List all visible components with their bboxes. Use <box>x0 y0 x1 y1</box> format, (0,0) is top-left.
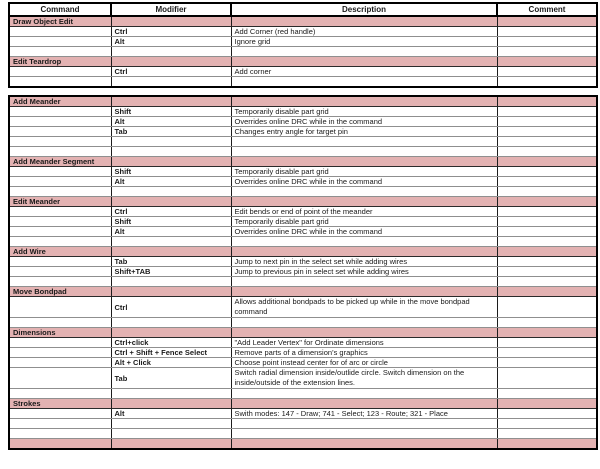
comment-cell <box>497 247 597 257</box>
table-row <box>9 348 597 358</box>
comment-cell <box>497 368 597 389</box>
modifier-cell <box>111 247 231 257</box>
modifier-cell: Alt <box>111 177 231 187</box>
empty-row <box>9 237 597 247</box>
description-cell <box>231 399 497 409</box>
command-cell <box>9 389 111 399</box>
comment-cell <box>497 429 597 439</box>
modifier-cell <box>111 187 231 197</box>
comment-cell <box>497 137 597 147</box>
table-row <box>9 227 597 237</box>
modifier-cell: Tab <box>111 257 231 267</box>
description-cell: Overrides online DRC while in the command <box>231 117 497 127</box>
comment-cell <box>497 318 597 328</box>
comment-cell <box>497 389 597 399</box>
modifier-cell: Alt <box>111 227 231 237</box>
comment-cell <box>497 177 597 187</box>
comment-cell <box>497 127 597 137</box>
command-cell <box>9 137 111 147</box>
comment-cell <box>497 297 597 318</box>
comment-cell <box>497 439 597 450</box>
modifier-cell: Shift <box>111 167 231 177</box>
empty-row <box>9 429 597 439</box>
command-cell: Add Meander <box>9 96 111 107</box>
description-cell <box>231 157 497 167</box>
modifier-cell <box>111 197 231 207</box>
description-cell <box>231 197 497 207</box>
modifier-cell: Alt <box>111 117 231 127</box>
command-cell <box>9 67 111 77</box>
command-cell <box>9 27 111 37</box>
modifier-cell <box>111 318 231 328</box>
description-cell: Swith modes: 147 - Draw; 741 - Select; 123 - Route; 321 - Place <box>231 409 497 419</box>
description-cell <box>231 147 497 157</box>
comment-cell <box>497 217 597 227</box>
section-row <box>9 197 597 207</box>
modifier-cell <box>111 389 231 399</box>
description-cell: Allows additional bondpads to be picked up while in the move bondpad command <box>231 297 497 318</box>
modifier-cell <box>111 439 231 450</box>
comment-cell <box>497 96 597 107</box>
table-row <box>9 267 597 277</box>
section-row <box>9 96 597 107</box>
command-cell <box>9 409 111 419</box>
comment-cell <box>497 267 597 277</box>
comment-cell <box>497 358 597 368</box>
empty-row <box>9 277 597 287</box>
modifier-cell: Tab <box>111 127 231 137</box>
command-cell <box>9 37 111 47</box>
description-cell <box>231 439 497 450</box>
comment-cell <box>497 257 597 267</box>
command-cell <box>9 419 111 429</box>
comment-cell <box>497 328 597 338</box>
command-cell <box>9 147 111 157</box>
description-cell <box>231 77 497 88</box>
description-cell: Choose point instead center for of arc or circle <box>231 358 497 368</box>
description-cell <box>231 318 497 328</box>
section-row <box>9 287 597 297</box>
modifier-cell: Ctrl <box>111 297 231 318</box>
empty-row <box>9 389 597 399</box>
command-cell: Draw Object Edit <box>9 16 111 27</box>
description-cell: Jump to next pin in the select set while adding wires <box>231 257 497 267</box>
command-cell <box>9 297 111 318</box>
empty-row <box>9 419 597 429</box>
table-row <box>9 167 597 177</box>
command-cell <box>9 267 111 277</box>
empty-row <box>9 147 597 157</box>
command-cell <box>9 227 111 237</box>
modifier-cell <box>111 429 231 439</box>
section-row <box>9 439 597 450</box>
empty-row <box>9 137 597 147</box>
table-row <box>9 177 597 187</box>
command-cell <box>9 318 111 328</box>
table-row <box>9 107 597 117</box>
description-cell: Remove parts of a dimension’s graphics <box>231 348 497 358</box>
comment-cell <box>497 348 597 358</box>
modifier-cell <box>111 419 231 429</box>
description-cell <box>231 16 497 27</box>
comment-cell <box>497 77 597 88</box>
command-cell <box>9 187 111 197</box>
comment-cell <box>497 37 597 47</box>
table-row <box>9 257 597 267</box>
command-cell <box>9 277 111 287</box>
comment-cell <box>497 157 597 167</box>
shortcut-table-top <box>8 2 598 88</box>
description-cell: Changes entry angle for target pin <box>231 127 497 137</box>
description-cell <box>231 287 497 297</box>
modifier-cell <box>111 399 231 409</box>
modifier-cell <box>111 237 231 247</box>
section-row <box>9 328 597 338</box>
description-cell: Temporarily disable part grid <box>231 217 497 227</box>
comment-cell <box>497 277 597 287</box>
command-cell <box>9 107 111 117</box>
table-row <box>9 37 597 47</box>
comment-cell <box>497 147 597 157</box>
description-cell <box>231 237 497 247</box>
modifier-cell: Tab <box>111 368 231 389</box>
description-cell: Add Corner (red handle) <box>231 27 497 37</box>
description-cell: Overrides online DRC while in the command <box>231 227 497 237</box>
description-cell <box>231 137 497 147</box>
command-cell <box>9 217 111 227</box>
comment-cell <box>497 227 597 237</box>
modifier-cell: Shift <box>111 217 231 227</box>
command-cell: Add Meander Segment <box>9 157 111 167</box>
table-row <box>9 217 597 227</box>
comment-cell <box>497 187 597 197</box>
description-cell <box>231 389 497 399</box>
description-cell <box>231 187 497 197</box>
description-cell: Switch radial dimension inside/outlide circle. Switch dimension on the inside/outside of the extension lines. <box>231 368 497 389</box>
description-cell: Edit bends or end of point of the meander <box>231 207 497 217</box>
command-cell: Edit Teardrop <box>9 57 111 67</box>
command-cell <box>9 348 111 358</box>
description-cell: Temporarily disable part grid <box>231 107 497 117</box>
empty-row <box>9 47 597 57</box>
table-row <box>9 27 597 37</box>
modifier-cell: Alt <box>111 37 231 47</box>
modifier-cell: Ctrl + Shift + Fence Select <box>111 348 231 358</box>
modifier-cell <box>111 77 231 88</box>
modifier-cell: Shift <box>111 107 231 117</box>
comment-cell <box>497 338 597 348</box>
section-row <box>9 399 597 409</box>
command-cell <box>9 177 111 187</box>
comment-cell <box>497 287 597 297</box>
comment-cell <box>497 399 597 409</box>
comment-cell <box>497 167 597 177</box>
modifier-cell <box>111 96 231 107</box>
section-row <box>9 16 597 27</box>
modifier-cell: Ctrl <box>111 27 231 37</box>
command-cell: Move Bondpad <box>9 287 111 297</box>
modifier-cell: Shift+TAB <box>111 267 231 277</box>
comment-cell <box>497 237 597 247</box>
modifier-cell: Alt <box>111 409 231 419</box>
comment-cell <box>497 207 597 217</box>
command-cell <box>9 439 111 450</box>
modifier-cell: Alt + Click <box>111 358 231 368</box>
command-cell: Strokes <box>9 399 111 409</box>
comment-cell <box>497 67 597 77</box>
modifier-cell <box>111 157 231 167</box>
table-row <box>9 117 597 127</box>
command-cell <box>9 429 111 439</box>
modifier-cell <box>111 16 231 27</box>
command-cell <box>9 117 111 127</box>
table-row <box>9 297 597 318</box>
command-cell <box>9 358 111 368</box>
comment-cell <box>497 197 597 207</box>
modifier-cell: Ctrl+click <box>111 338 231 348</box>
comment-cell <box>497 409 597 419</box>
description-cell <box>231 277 497 287</box>
modifier-cell: Ctrl <box>111 67 231 77</box>
modifier-cell <box>111 287 231 297</box>
empty-row <box>9 187 597 197</box>
description-cell <box>231 96 497 107</box>
section-row <box>9 247 597 257</box>
header-row <box>9 3 597 16</box>
table-row <box>9 358 597 368</box>
table-row <box>9 67 597 77</box>
empty-row <box>9 318 597 328</box>
table-row <box>9 207 597 217</box>
comment-cell <box>497 57 597 67</box>
description-cell <box>231 247 497 257</box>
command-cell <box>9 167 111 177</box>
comment-cell <box>497 107 597 117</box>
column-header-command: Command <box>9 3 111 16</box>
command-cell <box>9 368 111 389</box>
description-cell: "Add Leader Vertex" for Ordinate dimensions <box>231 338 497 348</box>
modifier-cell <box>111 57 231 67</box>
description-cell: Temporarily disable part grid <box>231 167 497 177</box>
table-row <box>9 338 597 348</box>
command-cell <box>9 237 111 247</box>
description-cell: Add corner <box>231 67 497 77</box>
column-header-modifier: Modifier <box>111 3 231 16</box>
modifier-cell <box>111 137 231 147</box>
command-cell: Add Wire <box>9 247 111 257</box>
modifier-cell <box>111 277 231 287</box>
shortcut-table-main <box>8 95 598 450</box>
command-cell <box>9 77 111 88</box>
section-row <box>9 157 597 167</box>
description-cell <box>231 419 497 429</box>
comment-cell <box>497 27 597 37</box>
table-row <box>9 368 597 389</box>
comment-cell <box>497 117 597 127</box>
section-row <box>9 57 597 67</box>
modifier-cell: Ctrl <box>111 207 231 217</box>
modifier-cell <box>111 147 231 157</box>
table-row <box>9 127 597 137</box>
description-cell <box>231 328 497 338</box>
description-cell <box>231 429 497 439</box>
modifier-cell <box>111 47 231 57</box>
comment-cell <box>497 47 597 57</box>
command-cell: Dimensions <box>9 328 111 338</box>
modifier-cell <box>111 328 231 338</box>
comment-cell <box>497 16 597 27</box>
description-cell <box>231 57 497 67</box>
command-cell <box>9 257 111 267</box>
command-cell <box>9 207 111 217</box>
description-cell: Overrides online DRC while in the command <box>231 177 497 187</box>
column-header-comment: Comment <box>497 3 597 16</box>
description-cell: Ignore grid <box>231 37 497 47</box>
table-row <box>9 409 597 419</box>
description-cell: Jump to previous pin in select set while adding wires <box>231 267 497 277</box>
description-cell <box>231 47 497 57</box>
empty-row <box>9 77 597 88</box>
command-cell <box>9 47 111 57</box>
column-header-description: Description <box>231 3 497 16</box>
command-cell <box>9 127 111 137</box>
command-cell <box>9 338 111 348</box>
command-cell: Edit Meander <box>9 197 111 207</box>
comment-cell <box>497 419 597 429</box>
